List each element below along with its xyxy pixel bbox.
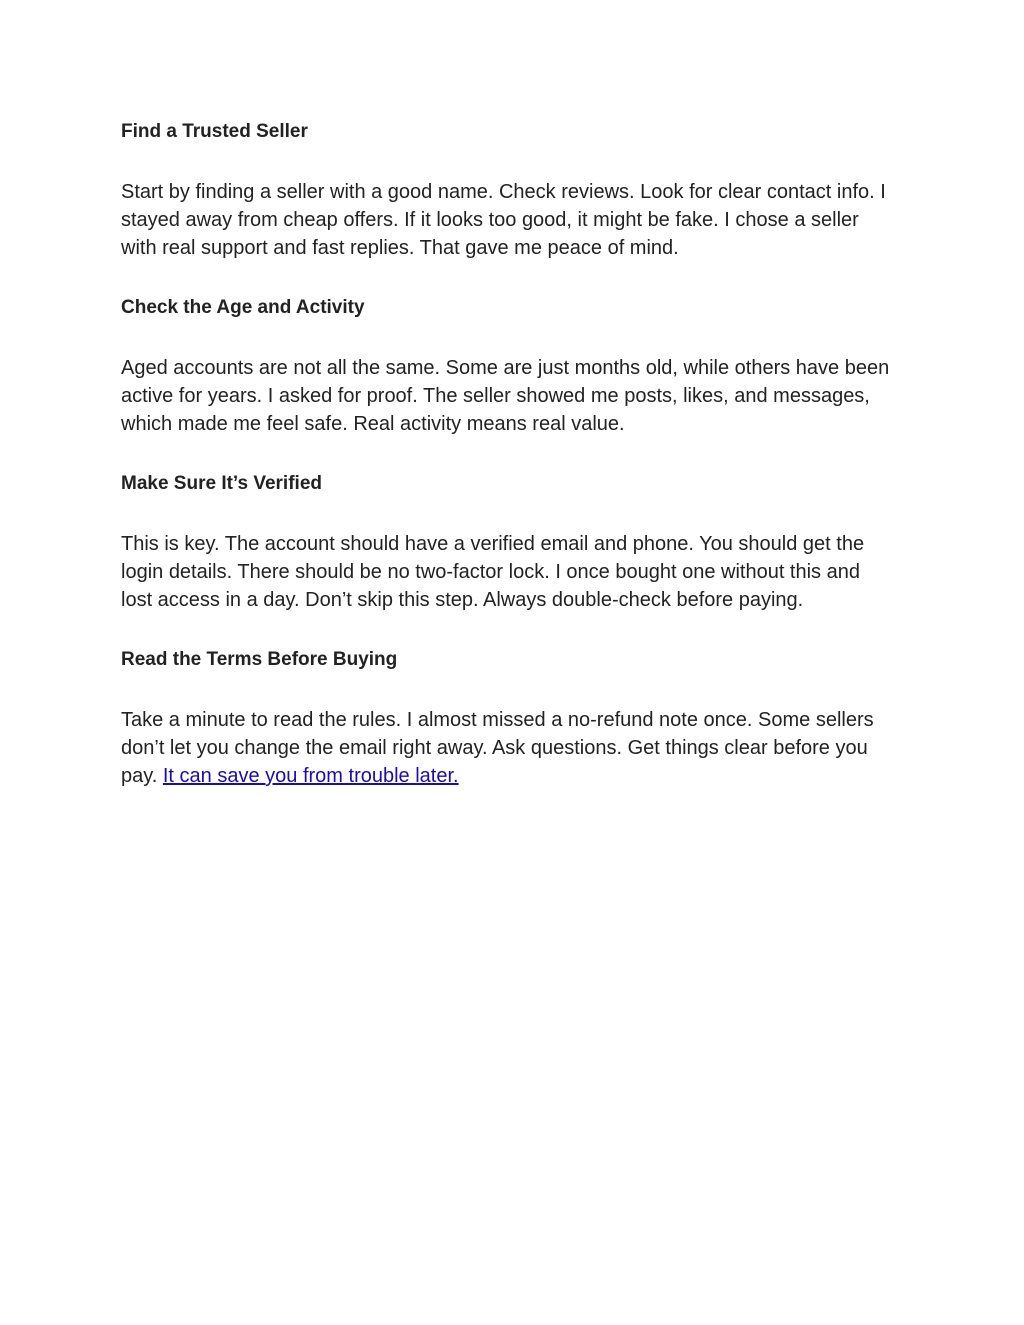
section-heading: Read the Terms Before Buying [121,649,398,670]
section-paragraph [121,354,901,438]
paragraph-text: pay. [121,765,163,787]
section-read-terms [121,646,901,790]
section-heading: Make Sure It’s Verified [121,473,322,494]
paragraph-line: This is key. The account should have a verified email and phone. You should get the [121,533,865,555]
paragraph-line: which made me feel safe. Real activity means real value. [121,413,625,435]
paragraph-line: Take a minute to read the rules. I almost missed a no-refund note once. Some sellers [121,709,874,731]
section-paragraph [121,178,901,262]
trouble-later-link[interactable]: It can save you from trouble later. [162,765,459,787]
section-paragraph [121,530,901,614]
section-heading: Check the Age and Activity [121,297,365,318]
document-page [121,118,901,822]
section-find-trusted-seller [121,118,901,262]
section-heading: Find a Trusted Seller [121,121,308,142]
paragraph-line: with real support and fast replies. That gave me peace of mind. [121,237,679,259]
paragraph-line: lost access in a day. Don’t skip this step. Always double-check before paying. [121,589,804,611]
section-make-sure-verified [121,470,901,614]
paragraph-line: Aged accounts are not all the same. Some are just months old, while others have been [121,357,890,379]
section-paragraph [121,706,901,790]
paragraph-line: stayed away from cheap offers. If it looks too good, it might be fake. I chose a seller [121,209,859,231]
paragraph-line: active for years. I asked for proof. The seller showed me posts, likes, and messages, [121,385,870,407]
paragraph-line: Start by finding a seller with a good name. Check reviews. Look for clear contact info. I [121,181,886,203]
section-check-age-activity [121,294,901,438]
paragraph-line: login details. There should be no two-factor lock. I once bought one without this and [121,561,860,583]
paragraph-line-last [121,762,901,790]
paragraph-line: don’t let you change the email right away. Ask questions. Get things clear before you [121,737,868,759]
